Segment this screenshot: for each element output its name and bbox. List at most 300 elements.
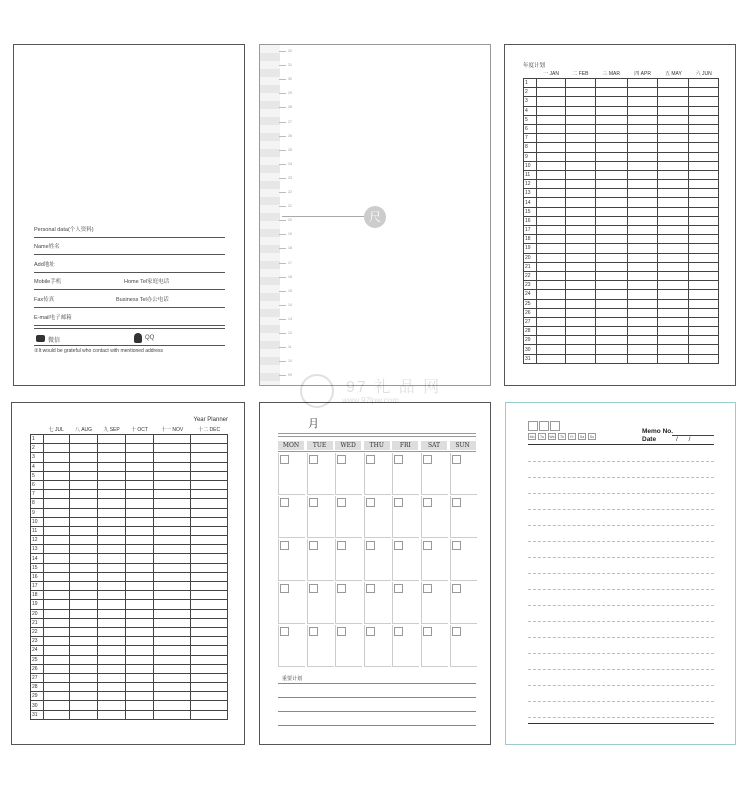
calendar-day-cell[interactable] — [450, 539, 477, 581]
planner-cell[interactable] — [658, 88, 689, 97]
planner-cell[interactable] — [595, 152, 627, 161]
calendar-day-cell[interactable] — [278, 582, 305, 624]
planner-cell[interactable] — [689, 134, 719, 143]
planner-cell[interactable] — [125, 490, 153, 499]
planner-cell[interactable] — [627, 235, 658, 244]
planner-cell[interactable] — [689, 244, 719, 253]
planner-cell[interactable] — [44, 683, 70, 692]
planner-cell[interactable] — [595, 207, 627, 216]
planner-cell[interactable] — [98, 508, 125, 517]
planner-cell[interactable] — [98, 462, 125, 471]
calendar-day-cell[interactable] — [335, 625, 362, 667]
planner-cell[interactable] — [44, 664, 70, 673]
planner-cell[interactable] — [627, 244, 658, 253]
planner-cell[interactable] — [98, 582, 125, 591]
planner-cell[interactable] — [689, 198, 719, 207]
planner-cell[interactable] — [69, 692, 98, 701]
planner-cell[interactable] — [125, 480, 153, 489]
planner-cell[interactable] — [191, 554, 228, 563]
planner-cell[interactable] — [689, 253, 719, 262]
planner-cell[interactable] — [191, 490, 228, 499]
planner-cell[interactable] — [69, 664, 98, 673]
planner-cell[interactable] — [537, 354, 566, 363]
calendar-day-cell[interactable] — [307, 582, 334, 624]
calendar-day-cell[interactable] — [450, 496, 477, 538]
planner-cell[interactable] — [689, 336, 719, 345]
planner-cell[interactable] — [537, 189, 566, 198]
planner-cell[interactable] — [125, 710, 153, 719]
planner-cell[interactable] — [44, 710, 70, 719]
calendar-day-cell[interactable] — [278, 625, 305, 667]
calendar-day-cell[interactable] — [364, 496, 391, 538]
planner-cell[interactable] — [98, 435, 125, 444]
planner-cell[interactable] — [98, 618, 125, 627]
planner-cell[interactable] — [154, 490, 191, 499]
planner-cell[interactable] — [125, 646, 153, 655]
planner-cell[interactable] — [191, 673, 228, 682]
planner-cell[interactable] — [537, 345, 566, 354]
planner-cell[interactable] — [689, 345, 719, 354]
planner-cell[interactable] — [154, 683, 191, 692]
planner-cell[interactable] — [627, 354, 658, 363]
planner-cell[interactable] — [69, 563, 98, 572]
planner-cell[interactable] — [125, 453, 153, 462]
planner-cell[interactable] — [69, 710, 98, 719]
planner-cell[interactable] — [98, 444, 125, 453]
planner-cell[interactable] — [98, 545, 125, 554]
planner-cell[interactable] — [98, 499, 125, 508]
planner-cell[interactable] — [191, 563, 228, 572]
planner-cell[interactable] — [566, 161, 596, 170]
planner-cell[interactable] — [191, 701, 228, 710]
planner-cell[interactable] — [154, 600, 191, 609]
planner-cell[interactable] — [154, 692, 191, 701]
planner-cell[interactable] — [595, 170, 627, 179]
planner-cell[interactable] — [44, 591, 70, 600]
planner-cell[interactable] — [658, 143, 689, 152]
calendar-day-cell[interactable] — [421, 453, 448, 495]
planner-cell[interactable] — [191, 499, 228, 508]
planner-cell[interactable] — [44, 673, 70, 682]
planner-cell[interactable] — [658, 327, 689, 336]
calendar-day-cell[interactable] — [364, 539, 391, 581]
planner-cell[interactable] — [125, 627, 153, 636]
planner-cell[interactable] — [191, 618, 228, 627]
planner-cell[interactable] — [191, 591, 228, 600]
planner-cell[interactable] — [154, 710, 191, 719]
planner-cell[interactable] — [627, 152, 658, 161]
planner-cell[interactable] — [154, 554, 191, 563]
planner-cell[interactable] — [537, 226, 566, 235]
planner-cell[interactable] — [98, 591, 125, 600]
planner-cell[interactable] — [658, 189, 689, 198]
planner-cell[interactable] — [658, 97, 689, 106]
planner-cell[interactable] — [537, 198, 566, 207]
planner-cell[interactable] — [595, 115, 627, 124]
planner-cell[interactable] — [98, 480, 125, 489]
planner-cell[interactable] — [98, 655, 125, 664]
planner-cell[interactable] — [658, 180, 689, 189]
planner-cell[interactable] — [154, 655, 191, 664]
planner-cell[interactable] — [191, 582, 228, 591]
planner-cell[interactable] — [44, 517, 70, 526]
planner-cell[interactable] — [44, 701, 70, 710]
planner-cell[interactable] — [125, 637, 153, 646]
calendar-day-cell[interactable] — [421, 539, 448, 581]
planner-cell[interactable] — [627, 253, 658, 262]
planner-cell[interactable] — [191, 480, 228, 489]
planner-cell[interactable] — [154, 618, 191, 627]
planner-cell[interactable] — [98, 471, 125, 480]
planner-cell[interactable] — [537, 88, 566, 97]
planner-cell[interactable] — [537, 143, 566, 152]
calendar-day-cell[interactable] — [450, 453, 477, 495]
planner-cell[interactable] — [595, 143, 627, 152]
planner-cell[interactable] — [566, 281, 596, 290]
planner-cell[interactable] — [689, 299, 719, 308]
planner-cell[interactable] — [627, 161, 658, 170]
calendar-day-cell[interactable] — [450, 582, 477, 624]
planner-cell[interactable] — [537, 290, 566, 299]
planner-cell[interactable] — [44, 480, 70, 489]
planner-cell[interactable] — [566, 88, 596, 97]
planner-cell[interactable] — [154, 627, 191, 636]
planner-cell[interactable] — [69, 490, 98, 499]
planner-cell[interactable] — [69, 582, 98, 591]
planner-cell[interactable] — [537, 180, 566, 189]
planner-cell[interactable] — [191, 646, 228, 655]
planner-cell[interactable] — [69, 471, 98, 480]
planner-cell[interactable] — [537, 170, 566, 179]
planner-cell[interactable] — [627, 216, 658, 225]
planner-cell[interactable] — [627, 262, 658, 271]
planner-cell[interactable] — [658, 216, 689, 225]
planner-cell[interactable] — [627, 170, 658, 179]
planner-cell[interactable] — [595, 262, 627, 271]
planner-cell[interactable] — [595, 88, 627, 97]
planner-cell[interactable] — [627, 124, 658, 133]
planner-cell[interactable] — [537, 152, 566, 161]
planner-cell[interactable] — [627, 290, 658, 299]
planner-cell[interactable] — [658, 161, 689, 170]
planner-cell[interactable] — [595, 134, 627, 143]
planner-cell[interactable] — [595, 317, 627, 326]
planner-cell[interactable] — [125, 582, 153, 591]
planner-cell[interactable] — [566, 244, 596, 253]
planner-cell[interactable] — [44, 526, 70, 535]
planner-cell[interactable] — [69, 499, 98, 508]
planner-cell[interactable] — [658, 271, 689, 280]
calendar-day-cell[interactable] — [364, 625, 391, 667]
planner-cell[interactable] — [689, 271, 719, 280]
planner-cell[interactable] — [566, 97, 596, 106]
planner-cell[interactable] — [689, 216, 719, 225]
planner-cell[interactable] — [191, 453, 228, 462]
planner-cell[interactable] — [154, 637, 191, 646]
planner-cell[interactable] — [537, 271, 566, 280]
planner-cell[interactable] — [191, 508, 228, 517]
planner-cell[interactable] — [191, 462, 228, 471]
planner-cell[interactable] — [69, 683, 98, 692]
planner-cell[interactable] — [689, 170, 719, 179]
planner-cell[interactable] — [595, 308, 627, 317]
planner-cell[interactable] — [595, 79, 627, 88]
planner-cell[interactable] — [69, 591, 98, 600]
planner-cell[interactable] — [627, 299, 658, 308]
planner-cell[interactable] — [44, 563, 70, 572]
planner-cell[interactable] — [154, 701, 191, 710]
planner-cell[interactable] — [69, 453, 98, 462]
planner-cell[interactable] — [689, 79, 719, 88]
planner-cell[interactable] — [154, 517, 191, 526]
planner-cell[interactable] — [98, 609, 125, 618]
planner-cell[interactable] — [191, 600, 228, 609]
planner-cell[interactable] — [69, 637, 98, 646]
planner-cell[interactable] — [658, 290, 689, 299]
planner-cell[interactable] — [658, 308, 689, 317]
calendar-day-cell[interactable] — [307, 539, 334, 581]
planner-cell[interactable] — [627, 115, 658, 124]
planner-cell[interactable] — [566, 198, 596, 207]
planner-cell[interactable] — [44, 435, 70, 444]
planner-cell[interactable] — [566, 152, 596, 161]
planner-cell[interactable] — [154, 526, 191, 535]
calendar-day-cell[interactable] — [450, 625, 477, 667]
planner-cell[interactable] — [191, 545, 228, 554]
planner-cell[interactable] — [154, 444, 191, 453]
planner-cell[interactable] — [98, 664, 125, 673]
planner-cell[interactable] — [191, 692, 228, 701]
planner-cell[interactable] — [154, 435, 191, 444]
planner-cell[interactable] — [98, 673, 125, 682]
calendar-day-cell[interactable] — [392, 625, 419, 667]
planner-cell[interactable] — [191, 444, 228, 453]
planner-cell[interactable] — [154, 499, 191, 508]
planner-cell[interactable] — [595, 189, 627, 198]
planner-cell[interactable] — [44, 490, 70, 499]
planner-cell[interactable] — [44, 499, 70, 508]
planner-cell[interactable] — [566, 299, 596, 308]
planner-cell[interactable] — [125, 545, 153, 554]
planner-cell[interactable] — [44, 582, 70, 591]
planner-cell[interactable] — [627, 198, 658, 207]
planner-cell[interactable] — [44, 471, 70, 480]
planner-cell[interactable] — [627, 189, 658, 198]
calendar-day-cell[interactable] — [421, 496, 448, 538]
planner-cell[interactable] — [537, 327, 566, 336]
planner-cell[interactable] — [595, 161, 627, 170]
planner-cell[interactable] — [566, 216, 596, 225]
planner-cell[interactable] — [627, 143, 658, 152]
planner-cell[interactable] — [689, 207, 719, 216]
planner-cell[interactable] — [537, 262, 566, 271]
planner-cell[interactable] — [125, 600, 153, 609]
planner-cell[interactable] — [627, 97, 658, 106]
planner-cell[interactable] — [154, 471, 191, 480]
planner-cell[interactable] — [125, 536, 153, 545]
planner-cell[interactable] — [566, 180, 596, 189]
planner-cell[interactable] — [689, 180, 719, 189]
planner-cell[interactable] — [689, 124, 719, 133]
planner-cell[interactable] — [595, 97, 627, 106]
planner-cell[interactable] — [689, 152, 719, 161]
planner-cell[interactable] — [658, 299, 689, 308]
planner-cell[interactable] — [566, 262, 596, 271]
planner-cell[interactable] — [191, 609, 228, 618]
planner-cell[interactable] — [689, 290, 719, 299]
planner-cell[interactable] — [658, 198, 689, 207]
planner-cell[interactable] — [191, 637, 228, 646]
planner-cell[interactable] — [44, 646, 70, 655]
planner-cell[interactable] — [44, 655, 70, 664]
planner-cell[interactable] — [658, 226, 689, 235]
planner-cell[interactable] — [658, 79, 689, 88]
planner-cell[interactable] — [595, 345, 627, 354]
planner-cell[interactable] — [69, 536, 98, 545]
planner-cell[interactable] — [191, 627, 228, 636]
planner-cell[interactable] — [658, 207, 689, 216]
planner-cell[interactable] — [689, 143, 719, 152]
planner-cell[interactable] — [69, 627, 98, 636]
planner-cell[interactable] — [69, 646, 98, 655]
planner-cell[interactable] — [658, 253, 689, 262]
planner-cell[interactable] — [566, 189, 596, 198]
planner-cell[interactable] — [44, 444, 70, 453]
calendar-day-cell[interactable] — [307, 625, 334, 667]
planner-cell[interactable] — [44, 627, 70, 636]
planner-cell[interactable] — [537, 336, 566, 345]
planner-cell[interactable] — [98, 563, 125, 572]
planner-cell[interactable] — [566, 354, 596, 363]
planner-cell[interactable] — [69, 572, 98, 581]
planner-cell[interactable] — [537, 161, 566, 170]
planner-cell[interactable] — [595, 198, 627, 207]
planner-cell[interactable] — [98, 701, 125, 710]
planner-cell[interactable] — [566, 143, 596, 152]
planner-cell[interactable] — [98, 646, 125, 655]
planner-cell[interactable] — [191, 471, 228, 480]
planner-cell[interactable] — [44, 600, 70, 609]
planner-cell[interactable] — [69, 444, 98, 453]
planner-cell[interactable] — [595, 216, 627, 225]
planner-cell[interactable] — [595, 235, 627, 244]
planner-cell[interactable] — [125, 435, 153, 444]
planner-cell[interactable] — [154, 646, 191, 655]
calendar-day-cell[interactable] — [392, 582, 419, 624]
planner-cell[interactable] — [689, 189, 719, 198]
planner-cell[interactable] — [154, 591, 191, 600]
planner-cell[interactable] — [658, 244, 689, 253]
planner-cell[interactable] — [69, 480, 98, 489]
planner-cell[interactable] — [537, 115, 566, 124]
planner-cell[interactable] — [191, 683, 228, 692]
planner-cell[interactable] — [627, 336, 658, 345]
planner-cell[interactable] — [658, 345, 689, 354]
planner-cell[interactable] — [689, 226, 719, 235]
planner-cell[interactable] — [595, 180, 627, 189]
planner-cell[interactable] — [627, 88, 658, 97]
planner-cell[interactable] — [537, 124, 566, 133]
planner-cell[interactable] — [69, 609, 98, 618]
calendar-day-cell[interactable] — [392, 496, 419, 538]
planner-cell[interactable] — [125, 591, 153, 600]
planner-cell[interactable] — [69, 600, 98, 609]
planner-cell[interactable] — [689, 88, 719, 97]
planner-cell[interactable] — [154, 664, 191, 673]
planner-cell[interactable] — [98, 490, 125, 499]
planner-cell[interactable] — [595, 226, 627, 235]
planner-cell[interactable] — [658, 317, 689, 326]
planner-cell[interactable] — [69, 554, 98, 563]
planner-cell[interactable] — [154, 563, 191, 572]
planner-cell[interactable] — [566, 336, 596, 345]
planner-cell[interactable] — [537, 134, 566, 143]
planner-cell[interactable] — [191, 710, 228, 719]
planner-cell[interactable] — [658, 262, 689, 271]
planner-cell[interactable] — [191, 664, 228, 673]
planner-cell[interactable] — [125, 673, 153, 682]
planner-cell[interactable] — [44, 572, 70, 581]
planner-cell[interactable] — [627, 327, 658, 336]
planner-cell[interactable] — [44, 692, 70, 701]
planner-cell[interactable] — [69, 673, 98, 682]
planner-cell[interactable] — [537, 308, 566, 317]
calendar-day-cell[interactable] — [278, 539, 305, 581]
planner-cell[interactable] — [627, 79, 658, 88]
planner-cell[interactable] — [595, 271, 627, 280]
planner-cell[interactable] — [566, 106, 596, 115]
planner-cell[interactable] — [689, 106, 719, 115]
planner-cell[interactable] — [689, 262, 719, 271]
planner-cell[interactable] — [154, 462, 191, 471]
planner-cell[interactable] — [69, 618, 98, 627]
planner-cell[interactable] — [627, 308, 658, 317]
planner-cell[interactable] — [658, 152, 689, 161]
planner-cell[interactable] — [125, 471, 153, 480]
planner-cell[interactable] — [69, 655, 98, 664]
calendar-day-cell[interactable] — [335, 582, 362, 624]
planner-cell[interactable] — [689, 235, 719, 244]
planner-cell[interactable] — [154, 453, 191, 462]
planner-cell[interactable] — [537, 106, 566, 115]
planner-cell[interactable] — [125, 499, 153, 508]
calendar-day-cell[interactable] — [364, 453, 391, 495]
planner-cell[interactable] — [595, 327, 627, 336]
planner-cell[interactable] — [689, 354, 719, 363]
planner-cell[interactable] — [566, 327, 596, 336]
planner-cell[interactable] — [44, 545, 70, 554]
planner-cell[interactable] — [595, 244, 627, 253]
planner-cell[interactable] — [566, 235, 596, 244]
planner-cell[interactable] — [154, 673, 191, 682]
planner-cell[interactable] — [44, 554, 70, 563]
planner-cell[interactable] — [658, 235, 689, 244]
planner-cell[interactable] — [44, 618, 70, 627]
calendar-day-cell[interactable] — [421, 625, 448, 667]
planner-cell[interactable] — [627, 180, 658, 189]
planner-cell[interactable] — [98, 572, 125, 581]
planner-cell[interactable] — [627, 226, 658, 235]
planner-cell[interactable] — [537, 97, 566, 106]
planner-cell[interactable] — [125, 618, 153, 627]
planner-cell[interactable] — [98, 453, 125, 462]
planner-cell[interactable] — [44, 462, 70, 471]
planner-cell[interactable] — [595, 299, 627, 308]
planner-cell[interactable] — [566, 170, 596, 179]
planner-cell[interactable] — [98, 710, 125, 719]
calendar-day-cell[interactable] — [335, 539, 362, 581]
planner-cell[interactable] — [689, 281, 719, 290]
